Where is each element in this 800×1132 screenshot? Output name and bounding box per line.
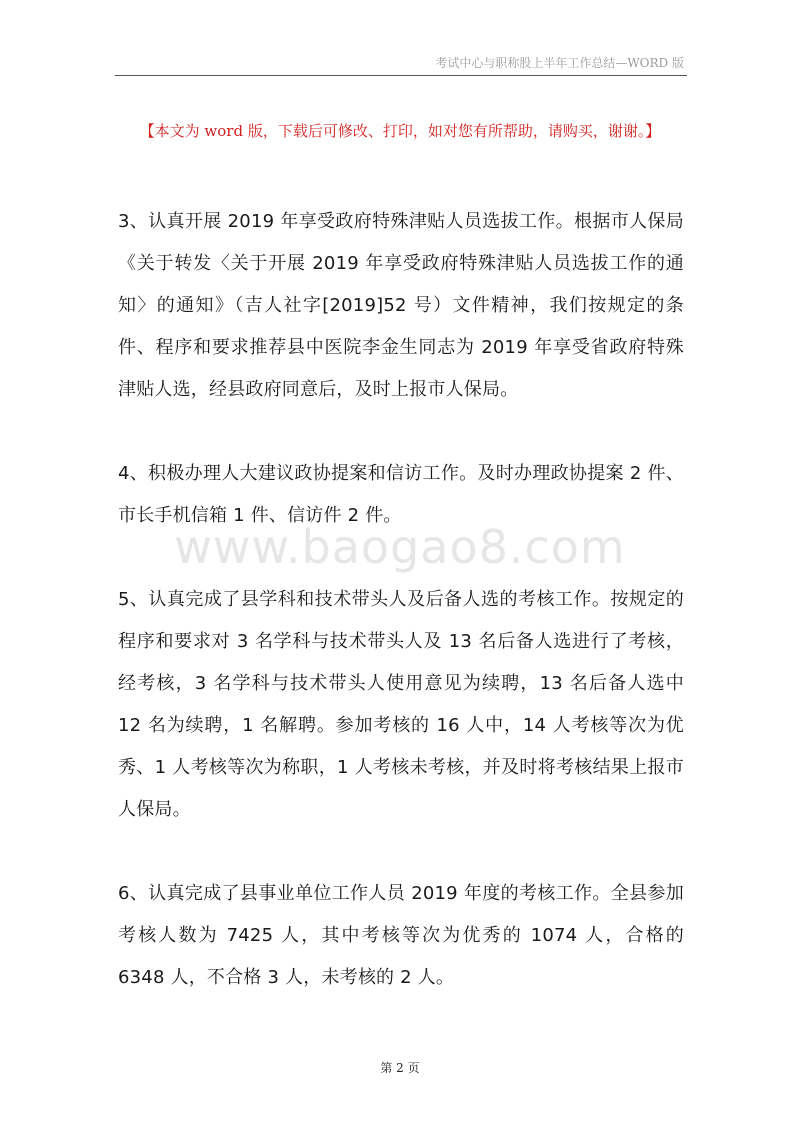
document-body [118, 201, 684, 999]
running-header: 考试中心与职称股上半年工作总结—WORD 版 [435, 56, 684, 70]
watermark: www.baogao8.com [174, 520, 626, 574]
paragraph-3: 3、认真开展 2019 年享受政府特殊津贴人员选拔工作。根据市人保局《关于转发〈关于开展 2019 年享受政府特殊津贴人员选拔工作的通知〉的通知》（吉人社字[2019]52 号）文件精神，我们按规定的条件、程序和要求推荐县中医院李金生同志为 2019 年享受省政府特殊津贴人选，经县政府同意后，及时上报市人保局。 [118, 211, 684, 400]
paragraph-4: 4、积极办理人大建议政协提案和信访工作。及时办理政协提案 2 件、市长手机信箱 1 件、信访件 2 件。 [118, 463, 684, 526]
paragraph-6: 6、认真完成了县事业单位工作人员 2019 年度的考核工作。全县参加考核人数为 7425 人，其中考核等次为优秀的 1074 人，合格的 6348 人，不合格 3 人，未考核的 2 人。 [118, 883, 684, 988]
page-number: 第 2 页 [380, 1061, 420, 1075]
paragraph-5: 5、认真完成了县学科和技术带头人及后备人选的考核工作。按规定的程序和要求对 3 名学科与技术带头人及 13 名后备人选进行了考核，经考核，3 名学科与技术带头人使用意见为续聘，13 名后备人选中 12 名为续聘，1 名解聘。参加考核的 16 人中，14 人考核等次为优秀、1 人考核等次为称职，1 人考核未考核，并及时将考核结果上报市人保局。 [118, 589, 684, 820]
header-rule [115, 75, 687, 76]
purchase-notice: 【本文为 word 版，下载后可修改、打印，如对您有所帮助，请购买，谢谢。】 [139, 122, 661, 140]
